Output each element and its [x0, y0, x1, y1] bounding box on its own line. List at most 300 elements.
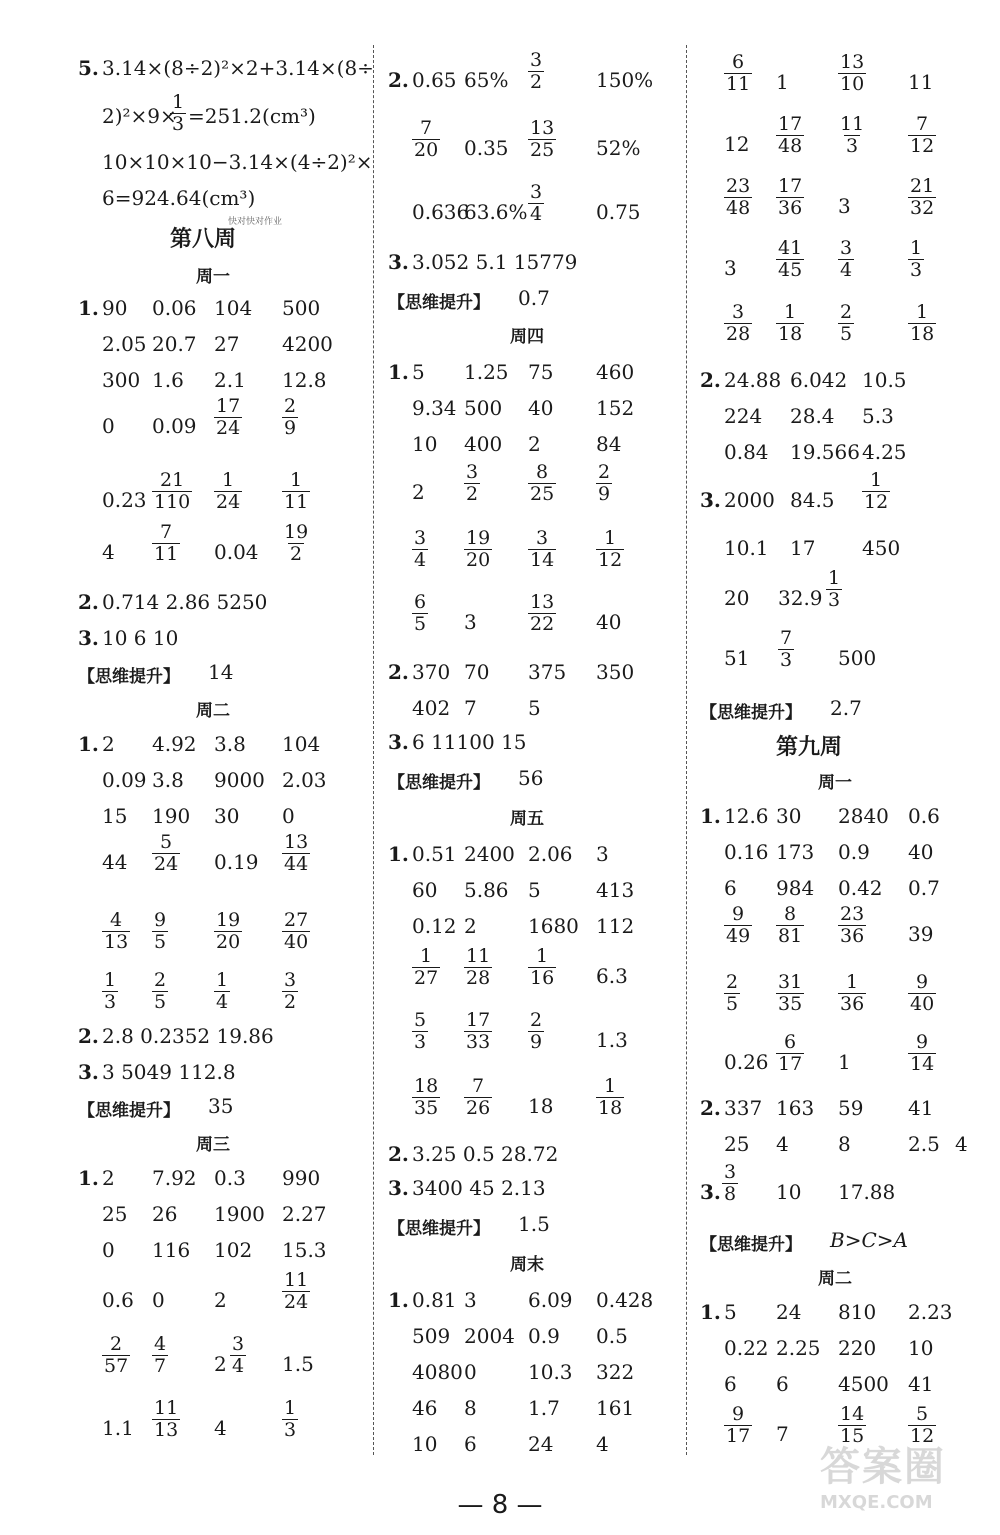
answer-value: 2	[102, 1166, 115, 1190]
denominator: 24	[216, 417, 241, 439]
denominator: 9	[598, 483, 611, 505]
fraction	[464, 1010, 492, 1053]
answer-value: 1.1	[102, 1416, 134, 1440]
numerator: 19	[216, 909, 241, 931]
answer-value: 8	[464, 1396, 477, 1420]
denominator: 14	[530, 549, 555, 571]
think-label: 【思维提升】	[388, 293, 490, 313]
fraction	[838, 114, 866, 157]
numerator: 13	[840, 51, 865, 73]
fraction	[464, 946, 492, 989]
fraction	[282, 970, 298, 1013]
fraction	[152, 470, 192, 513]
numerator: 1	[536, 945, 549, 967]
question-number: 3.	[700, 1180, 721, 1204]
answer-value: 150%	[596, 68, 654, 92]
answer-value: 5	[412, 360, 425, 384]
answer-value: 0.51	[412, 842, 457, 866]
denominator: 18	[910, 323, 935, 345]
answer-value: 63.6%	[464, 200, 528, 224]
fraction	[464, 462, 480, 505]
question-number: 3.	[78, 1060, 99, 1084]
numerator: 1	[604, 1075, 617, 1097]
answer-value: 0.636	[412, 200, 470, 224]
fraction	[412, 946, 440, 989]
answer-line: 10 6 10	[102, 626, 179, 650]
watermark-logo	[820, 1435, 980, 1525]
denominator: 24	[154, 853, 179, 875]
answer-value: 24	[528, 1432, 554, 1456]
fraction	[412, 528, 428, 571]
fraction	[826, 568, 842, 611]
answer-value: 4	[955, 1132, 968, 1156]
answer-value: 0.19	[214, 850, 259, 874]
answer-value: 3	[464, 1288, 477, 1312]
numerator: 1	[784, 301, 797, 323]
answer-value: 375	[528, 660, 567, 684]
denominator: 12	[910, 1425, 935, 1447]
think-label: 【思维提升】	[388, 1219, 490, 1239]
denominator: 24	[216, 491, 241, 513]
question-number: 2.	[388, 1142, 409, 1166]
fraction	[528, 118, 556, 161]
question-number: 1.	[388, 360, 409, 384]
numerator: 9	[732, 903, 745, 925]
answer-value: 3	[464, 610, 477, 634]
answer-value: 3	[838, 194, 851, 218]
denominator: 11	[726, 73, 751, 95]
question-number: 3.	[388, 250, 409, 274]
answer-value: 0.428	[596, 1288, 654, 1312]
denominator: 7	[154, 1355, 167, 1377]
numerator: 2	[726, 971, 739, 993]
numerator: 13	[530, 117, 555, 139]
think-answer: 2.7	[830, 696, 862, 720]
formula-line-2a: 2)²×9×	[102, 104, 177, 128]
answer-line: 3400 45 2.13	[412, 1176, 546, 1200]
fraction	[282, 910, 310, 953]
stamp-text: 快对快对作业	[228, 217, 283, 227]
numerator: 1	[910, 237, 923, 259]
think-answer: 0.7	[518, 286, 550, 310]
answer-value: 0.75	[596, 200, 641, 224]
answer-value: 2.03	[282, 768, 327, 792]
numerator: 13	[284, 831, 309, 853]
fraction	[152, 1334, 168, 1377]
fraction	[908, 1032, 936, 1075]
numerator: 21	[160, 469, 185, 491]
fraction	[776, 176, 804, 219]
answer-value: 0.65	[412, 68, 457, 92]
answer-value: 1	[776, 70, 789, 94]
denominator: 27	[414, 967, 439, 989]
answer-value: 2	[102, 732, 115, 756]
fraction	[596, 528, 624, 571]
answer-value: 1.5	[282, 1352, 314, 1376]
denominator: 3	[910, 259, 923, 281]
denominator: 10	[840, 73, 865, 95]
answer-value: 984	[776, 876, 815, 900]
numerator: 11	[466, 945, 491, 967]
denominator: 35	[414, 1097, 439, 1119]
denominator: 2	[466, 483, 479, 505]
week-9-title: 第九周	[776, 735, 843, 760]
fraction	[838, 302, 854, 345]
answer-value: 75	[528, 360, 554, 384]
denominator: 17	[778, 1053, 803, 1075]
fraction	[152, 522, 180, 565]
answer-value: 2004	[464, 1324, 515, 1348]
denominator: 33	[466, 1031, 491, 1053]
answer-value: 0	[152, 1288, 165, 1312]
denominator: 20	[216, 931, 241, 953]
denominator: 40	[910, 993, 935, 1015]
answer-value: 0.16	[724, 840, 769, 864]
denominator: 4	[414, 549, 427, 571]
answer-value: 10.1	[724, 536, 769, 560]
answer-value: 15.3	[282, 1238, 327, 1262]
numerator: 9	[916, 971, 929, 993]
answer-value: 84.5	[790, 488, 835, 512]
answer-value: 116	[152, 1238, 191, 1262]
denominator: 57	[104, 1355, 129, 1377]
denominator: 110	[154, 491, 191, 513]
answer-value: 402	[412, 696, 451, 720]
denominator: 17	[726, 1425, 751, 1447]
denominator: 40	[284, 931, 309, 953]
answer-value: 509	[412, 1324, 451, 1348]
fraction	[596, 1076, 624, 1119]
numerator: 1	[846, 971, 859, 993]
numerator: 6	[414, 591, 427, 613]
answer-value: 460	[596, 360, 635, 384]
fraction	[214, 970, 230, 1013]
numerator: 23	[726, 175, 751, 197]
numerator: 7	[420, 117, 433, 139]
answer-value: 4.92	[152, 732, 197, 756]
answer-value: 1.3	[596, 1028, 628, 1052]
denominator: 3	[780, 649, 793, 671]
answer-value: 9.34	[412, 396, 457, 420]
question-number: 1.	[78, 296, 99, 320]
answer-value: 6	[724, 1372, 737, 1396]
numerator: 1	[222, 469, 235, 491]
fraction	[412, 1010, 428, 1053]
numerator: 14	[840, 1403, 865, 1425]
numerator: 9	[916, 1031, 929, 1053]
answer-value: 4080	[412, 1360, 463, 1384]
question-number: 1.	[78, 732, 99, 756]
answer-value: 52%	[596, 136, 641, 160]
answer-value: 104	[214, 296, 253, 320]
numerator: 5	[414, 1009, 427, 1031]
think-label: 【思维提升】	[78, 1101, 180, 1121]
fraction	[528, 592, 556, 635]
answer-value: 51	[724, 646, 750, 670]
answer-value: 0.35	[464, 136, 509, 160]
answer-value: 10	[908, 1336, 934, 1360]
fraction	[214, 470, 242, 513]
denominator: 28	[466, 967, 491, 989]
numerator: 19	[466, 527, 491, 549]
denominator: 26	[466, 1097, 491, 1119]
denominator: 4	[216, 991, 229, 1013]
denominator: 25	[530, 483, 555, 505]
answer-value: 500	[282, 296, 321, 320]
answer-value: 19.566	[790, 440, 860, 464]
day-heading: 周四	[510, 327, 544, 347]
numerator: 31	[778, 971, 803, 993]
answer-value: 4500	[838, 1372, 889, 1396]
think-answer: 35	[208, 1094, 234, 1118]
answer-value: 2.06	[528, 842, 573, 866]
denominator: 4	[232, 1355, 245, 1377]
numerator: 17	[216, 395, 241, 417]
answer-value: 20.7	[152, 332, 197, 356]
answer-value: 2.23	[908, 1300, 953, 1324]
denominator: 11	[154, 543, 179, 565]
fraction	[838, 972, 866, 1015]
question-number: 3.	[700, 488, 721, 512]
numerator: 9	[732, 1403, 745, 1425]
denominator: 48	[726, 197, 751, 219]
fraction	[596, 462, 612, 505]
denominator: 13	[154, 1419, 179, 1441]
denominator: 2	[530, 71, 543, 93]
answer-value: 0.5	[596, 1324, 628, 1348]
answer-value: 1680	[528, 914, 579, 938]
answer-value: 25	[724, 1132, 750, 1156]
answer-value: 1.25	[464, 360, 509, 384]
answer-value: 4	[214, 1416, 227, 1440]
answer-value: 112	[596, 914, 635, 938]
answer-value: 4	[776, 1132, 789, 1156]
question-number: 3.	[388, 730, 409, 754]
denominator: 8	[724, 1183, 737, 1205]
answer-value: 2.25	[776, 1336, 821, 1360]
answer-value: 1.7	[528, 1396, 560, 1420]
question-number: 3.	[388, 1176, 409, 1200]
formula-line-1: 3.14×(8÷2)²×2+3.14×(8÷	[102, 56, 374, 80]
numerator: 3	[724, 1161, 737, 1183]
denominator: 5	[154, 991, 167, 1013]
answer-value: 20	[724, 586, 750, 610]
numerator: 6	[784, 1031, 797, 1053]
answer-value: 0.26	[724, 1050, 769, 1074]
answer-value: 4	[102, 540, 115, 564]
numerator: 3	[536, 527, 549, 549]
denominator: 11	[284, 491, 309, 513]
fraction	[838, 238, 854, 281]
fraction	[282, 1398, 298, 1441]
fraction	[776, 972, 804, 1015]
numerator: 3	[530, 181, 543, 203]
answer-value: 2	[214, 1288, 227, 1312]
denominator: 44	[284, 853, 309, 875]
fraction	[776, 1032, 804, 1075]
numerator: 2	[154, 969, 167, 991]
denominator: 5	[840, 323, 853, 345]
answer-value: 6	[776, 1372, 789, 1396]
fraction	[412, 118, 440, 161]
question-number: 1.	[388, 1288, 409, 1312]
formula-line-2b: =251.2(cm³)	[188, 104, 316, 128]
answer-value: 4	[596, 1432, 609, 1456]
think-label: 【思维提升】	[78, 667, 180, 687]
answer-value: 2840	[838, 804, 889, 828]
fraction	[152, 832, 180, 875]
numerator: 3	[466, 461, 479, 483]
fraction	[528, 50, 544, 93]
answer-value: 27	[214, 332, 240, 356]
watermark-text: 答案圈	[820, 1444, 946, 1490]
denominator: 22	[530, 613, 555, 635]
numerator: 1	[604, 527, 617, 549]
fraction	[102, 970, 118, 1013]
answer-value: 500	[838, 646, 877, 670]
fraction	[724, 176, 752, 219]
answer-value: 0.84	[724, 440, 769, 464]
fraction	[464, 1076, 492, 1119]
answer-value: 41	[908, 1096, 934, 1120]
fraction	[724, 1404, 752, 1447]
fraction	[724, 302, 752, 345]
formula-fraction	[170, 92, 186, 135]
answer-value: 2.05	[102, 332, 147, 356]
answer-value: 10	[412, 1432, 438, 1456]
column-divider-2	[686, 45, 687, 1455]
answer-value: 990	[282, 1166, 321, 1190]
numerator: 17	[778, 175, 803, 197]
numerator: 7	[780, 627, 793, 649]
denominator: 36	[778, 197, 803, 219]
denominator: 15	[840, 1425, 865, 1447]
answer-value: 0.6	[102, 1288, 134, 1312]
answer-value: 25	[102, 1202, 128, 1226]
question-number: 2.	[78, 1024, 99, 1048]
denominator: 49	[726, 925, 751, 947]
numerator: 1	[916, 301, 929, 323]
answer-value: 40	[596, 610, 622, 634]
numerator: 1	[172, 91, 185, 113]
answer-value: 6.042	[790, 368, 848, 392]
answer-value: 3	[596, 842, 609, 866]
answer-value: 8	[838, 1132, 851, 1156]
answer-value: 24.88	[724, 368, 782, 392]
fraction	[230, 1334, 246, 1377]
answer-value: 5	[724, 1300, 737, 1324]
denominator: 3	[284, 1419, 297, 1441]
fraction	[282, 1270, 310, 1313]
answer-value: 104	[282, 732, 321, 756]
answer-value: 46	[412, 1396, 438, 1420]
answer-value: 0	[102, 1238, 115, 1262]
answer-value: 9000	[214, 768, 265, 792]
answer-value: 102	[214, 1238, 253, 1262]
answer-value: 39	[908, 922, 934, 946]
answer-value: 500	[464, 396, 503, 420]
answer-value: 190	[152, 804, 191, 828]
numerator: 1	[420, 945, 433, 967]
fraction	[908, 176, 936, 219]
answer-value: 0.3	[214, 1166, 246, 1190]
denominator: 36	[840, 993, 865, 1015]
numerator: 2	[284, 395, 297, 417]
answer-value: 1900	[214, 1202, 265, 1226]
numerator: 1	[104, 969, 117, 991]
answer-value: 6.09	[528, 1288, 573, 1312]
answer-value: 0.6	[908, 804, 940, 828]
fraction	[282, 470, 310, 513]
column-divider-1	[373, 45, 374, 1455]
watermark-url: MXQE.COM	[820, 1492, 933, 1513]
answer-value: 0.9	[528, 1324, 560, 1348]
numerator: 2	[840, 301, 853, 323]
answer-value: 810	[838, 1300, 877, 1324]
fraction	[152, 970, 168, 1013]
answer-value: 0	[102, 414, 115, 438]
denominator: 25	[530, 139, 555, 161]
denominator: 5	[154, 931, 167, 953]
fraction	[722, 1162, 738, 1205]
denominator: 35	[778, 993, 803, 1015]
numerator: 3	[232, 1333, 245, 1355]
numerator: 1	[870, 469, 883, 491]
answer-value: 15	[102, 804, 128, 828]
numerator: 1	[216, 969, 229, 991]
answer-value: 224	[724, 404, 763, 428]
answer-value: 60	[412, 878, 438, 902]
denominator: 28	[726, 323, 751, 345]
answer-value: 70	[464, 660, 490, 684]
fraction	[528, 462, 556, 505]
numerator: 17	[466, 1009, 491, 1031]
answer-value: 1.6	[152, 368, 184, 392]
numerator: 11	[840, 113, 865, 135]
answer-value: 6	[464, 1432, 477, 1456]
day-heading: 周二	[818, 1269, 852, 1289]
fraction	[776, 114, 804, 157]
fraction	[152, 1398, 180, 1441]
denominator: 4	[530, 203, 543, 225]
numerator: 11	[284, 1269, 309, 1291]
answer-value: 413	[596, 878, 635, 902]
answer-value: 4.25	[862, 440, 907, 464]
answer-value: 2.5	[908, 1132, 940, 1156]
numerator: 2	[530, 1009, 543, 1031]
denominator: 5	[414, 613, 427, 635]
numerator: 27	[284, 909, 309, 931]
answer-value: 2	[464, 914, 477, 938]
answer-value: 4200	[282, 332, 333, 356]
question-number: 1.	[388, 842, 409, 866]
formula-line-4: 6=924.64(cm³)	[102, 186, 256, 210]
answer-value: 28.4	[790, 404, 835, 428]
answer-value: 7.92	[152, 1166, 197, 1190]
answer-value: 2.27	[282, 1202, 327, 1226]
denominator: 12	[910, 135, 935, 157]
denominator: 3	[172, 113, 185, 135]
answer-value: 0.9	[838, 840, 870, 864]
numerator: 17	[778, 113, 803, 135]
denominator: 24	[284, 1291, 309, 1313]
fraction	[214, 396, 242, 439]
numerator: 19	[284, 521, 309, 543]
think-label: 【思维提升】	[388, 773, 490, 793]
answer-value: 7	[776, 1422, 789, 1446]
answer-value: 2000	[724, 488, 775, 512]
question-number: 2.	[78, 590, 99, 614]
